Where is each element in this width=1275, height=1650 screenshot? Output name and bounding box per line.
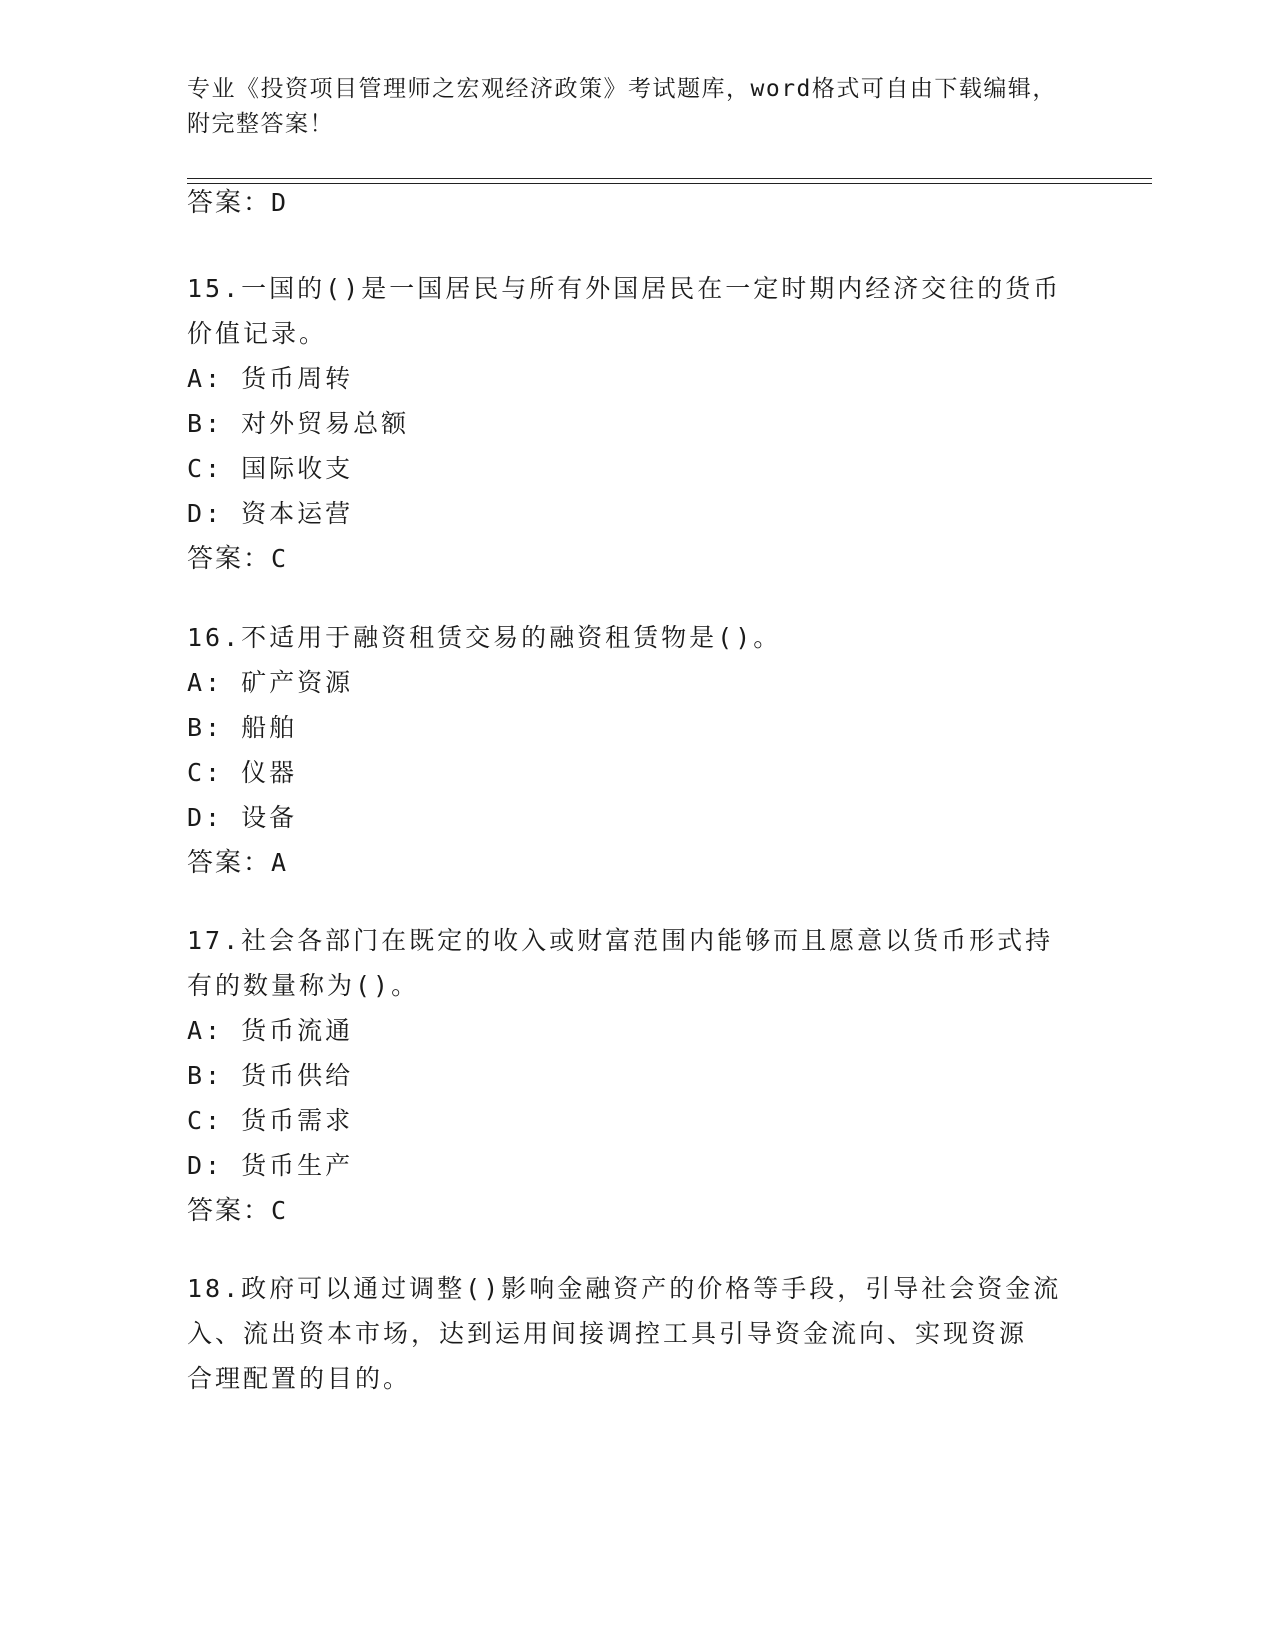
answer-label: 答案： [187, 188, 272, 218]
question-stem-line: 有的数量称为()。 [187, 971, 420, 1000]
question-stem-line: 17.社会各部门在既定的收入或财富范围内能够而且愿意以货币形式持 [187, 926, 1054, 955]
question-stem-line: 16.不适用于融资租赁交易的融资租赁物是()。 [187, 623, 782, 652]
option-d: D: 设备 [187, 803, 298, 832]
document-header [187, 72, 1087, 142]
question-18 [187, 1266, 1152, 1401]
option-a: A: 货币周转 [187, 364, 354, 393]
option-c: C: 货币需求 [187, 1106, 354, 1135]
option-a: A: 货币流通 [187, 1016, 354, 1045]
header-line-2: 附完整答案！ [187, 111, 334, 137]
option-d: D: 货币生产 [187, 1151, 354, 1180]
question-stem-line: 入、流出资本市场，达到运用间接调控工具引导资金流向、实现资源 [187, 1319, 1028, 1348]
question-stem-line: 合理配置的目的。 [187, 1364, 412, 1393]
option-a: A: 矿产资源 [187, 668, 354, 697]
option-b: B: 对外贸易总额 [187, 409, 410, 438]
question-stem-line: 18.政府可以通过调整()影响金融资产的价格等手段，引导社会资金流 [187, 1274, 1062, 1303]
header-divider-top [187, 178, 1152, 179]
answer-line [187, 180, 1152, 225]
question-15 [187, 266, 1152, 581]
prev-answer-block [187, 180, 1152, 225]
answer-line [187, 536, 1152, 581]
question-17 [187, 918, 1152, 1233]
option-d: D: 资本运营 [187, 499, 354, 528]
answer-line [187, 1188, 1152, 1233]
question-stem-line: 15.一国的()是一国居民与所有外国居民在一定时期内经济交往的货币 [187, 274, 1062, 303]
answer-value: A [271, 848, 289, 877]
question-stem-line: 价值记录。 [187, 319, 328, 348]
answer-label: 答案： [187, 544, 272, 574]
answer-line [187, 840, 1152, 885]
answer-label: 答案： [187, 848, 272, 878]
option-b: B: 船舶 [187, 713, 298, 742]
answer-label: 答案： [187, 1196, 272, 1226]
header-line-1: 专业《投资项目管理师之宏观经济政策》考试题库，word格式可自由下载编辑， [187, 76, 1057, 102]
answer-value: D [271, 188, 289, 217]
option-c: C: 国际收支 [187, 454, 354, 483]
answer-value: C [271, 544, 289, 573]
question-16 [187, 615, 1152, 885]
option-c: C: 仪器 [187, 758, 298, 787]
answer-value: C [271, 1196, 289, 1225]
option-b: B: 货币供给 [187, 1061, 354, 1090]
